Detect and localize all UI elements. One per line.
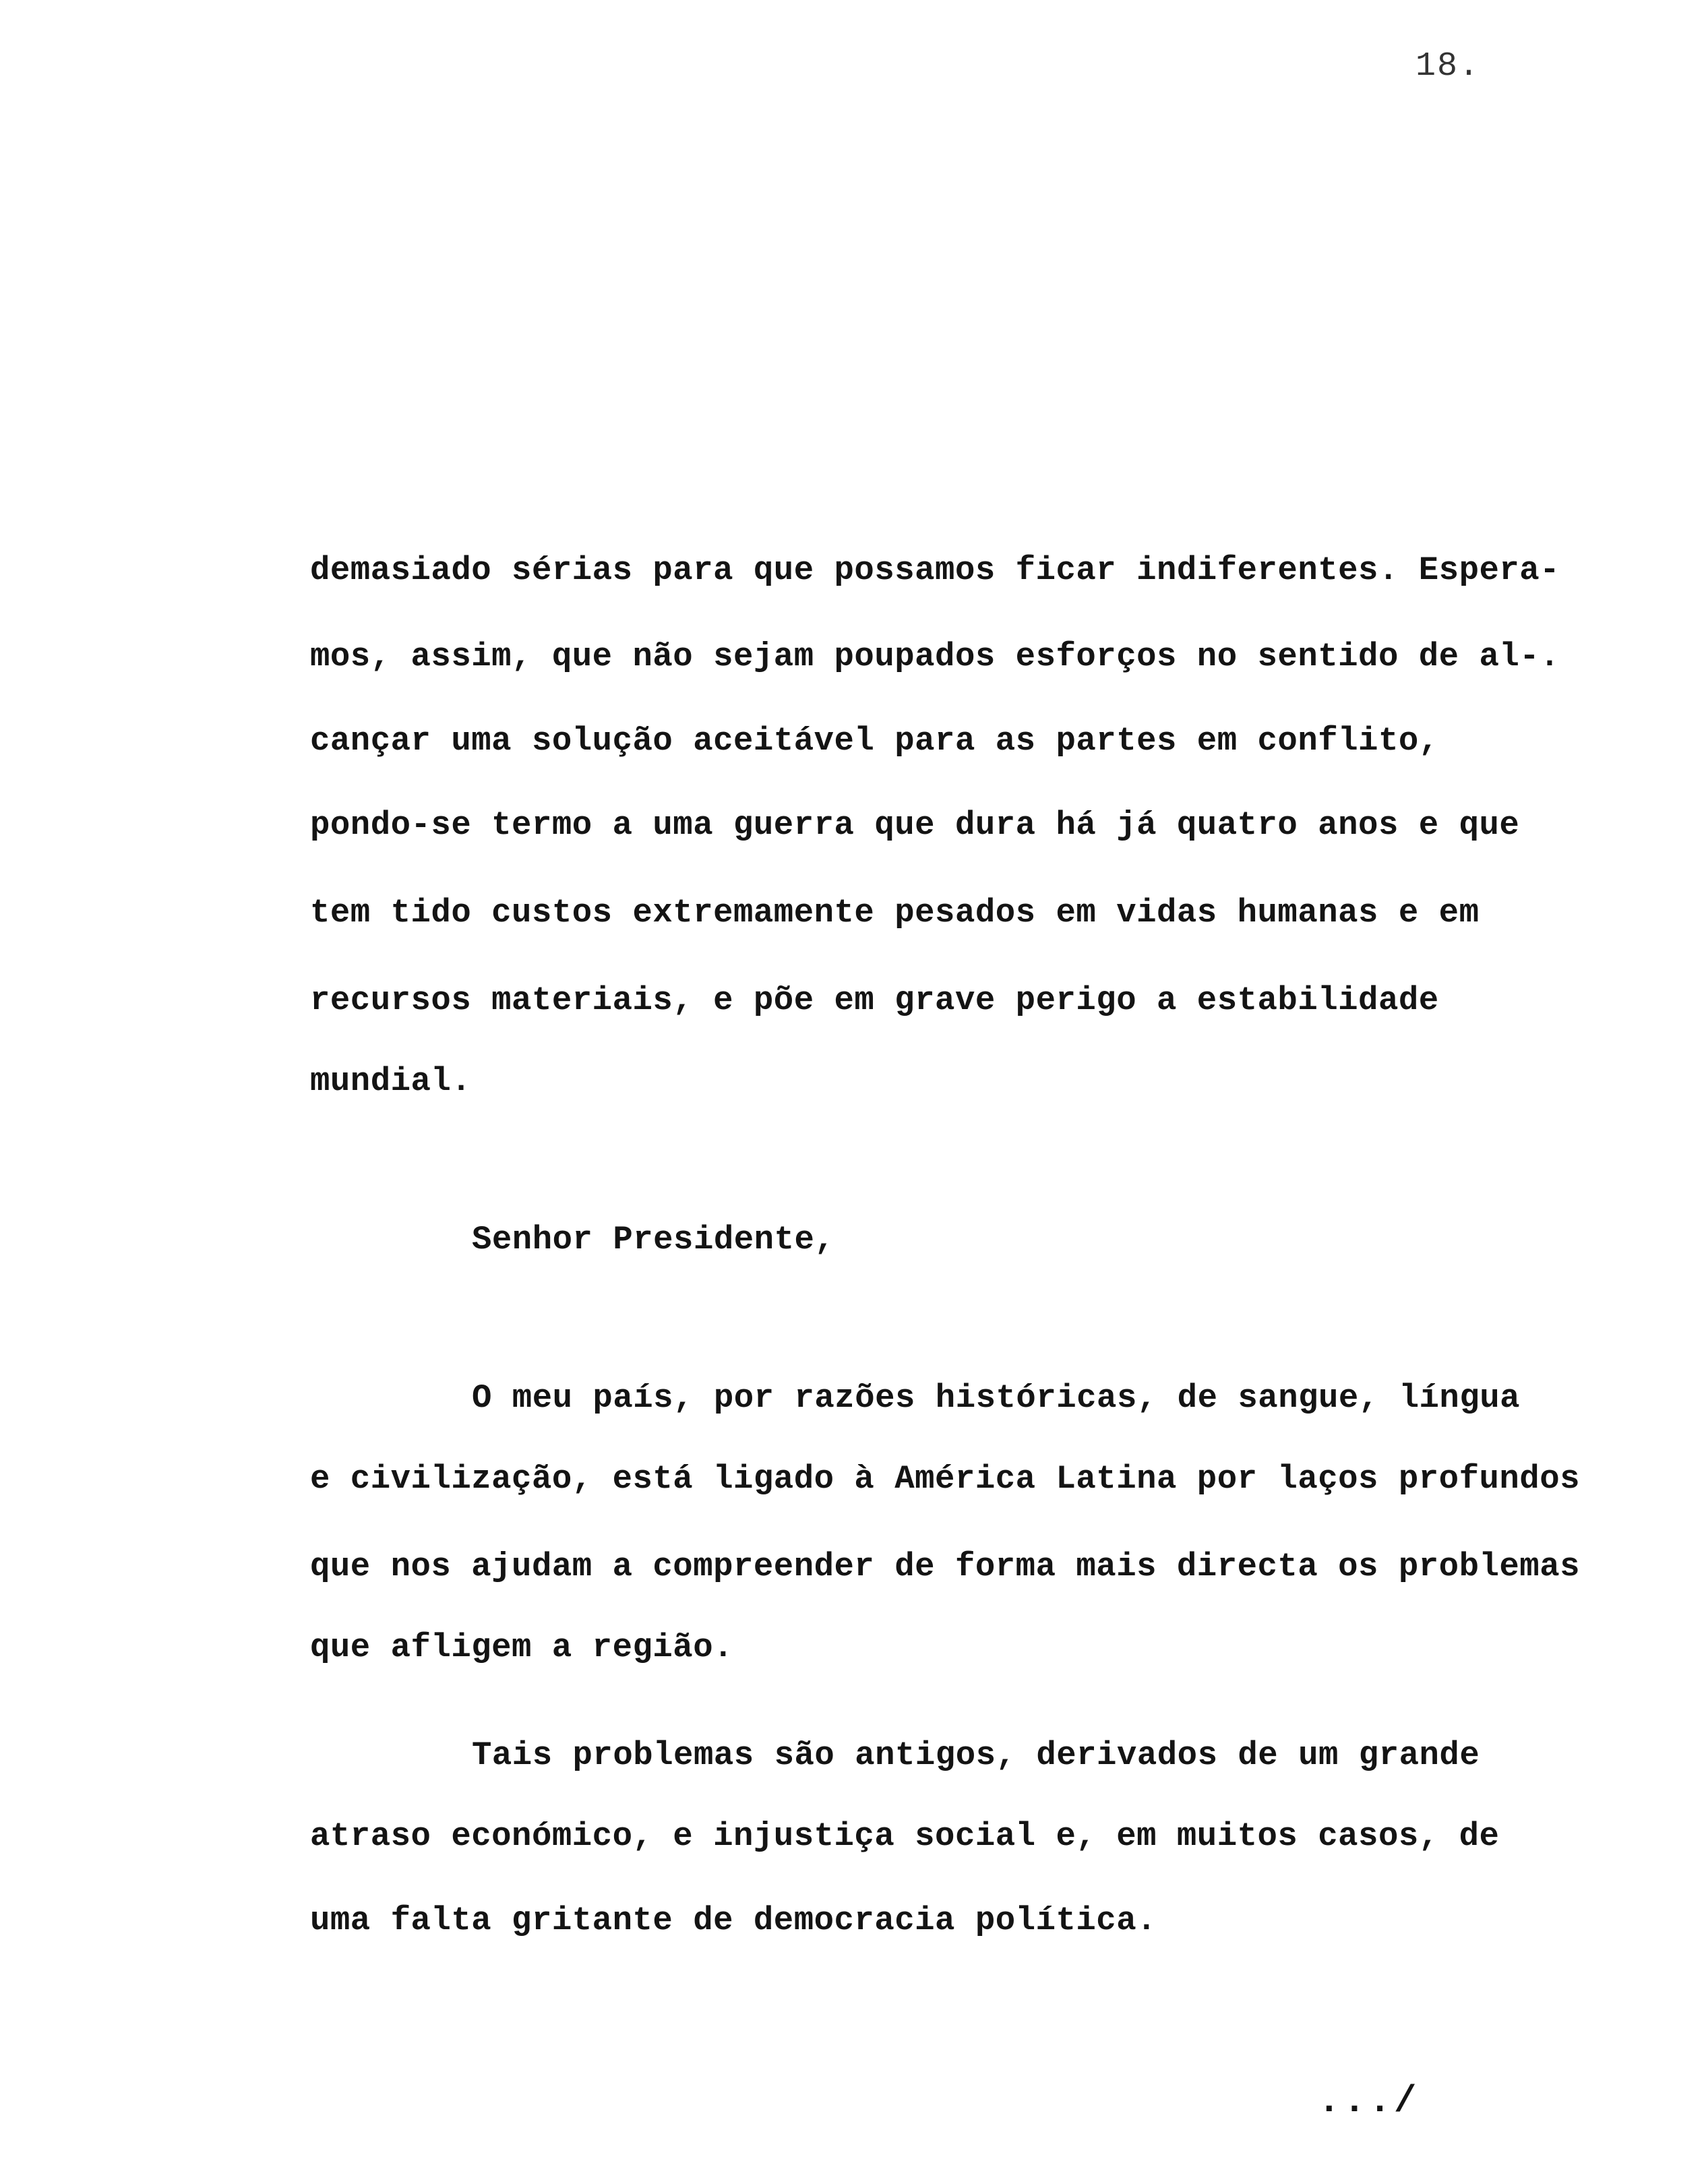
page-number: 18. (1416, 47, 1481, 86)
paragraph-1-line-3: cançar uma solução aceitável para as partes em conflito, (310, 722, 1439, 760)
paragraph-1-line-4: pondo-se termo a uma guerra que dura há já quatro anos e que (310, 806, 1520, 844)
paragraph-1-line-5: tem tido custos extremamente pesados em vidas humanas e em (310, 894, 1480, 932)
paragraph-2-line-1: O meu país, por razões históricas, de sangue, língua (472, 1379, 1521, 1417)
paragraph-2-line-3: que nos ajudam a compreender de forma mais directa os problemas (310, 1548, 1581, 1585)
continuation-mark: .../ (1318, 2080, 1420, 2123)
paragraph-3-line-2: atraso económico, e injustiça social e, em muitos casos, de (310, 1817, 1500, 1855)
paragraph-3-line-1: Tais problemas são antigos, derivados de um grande (472, 1736, 1480, 1774)
paragraph-2-line-2: e civilização, está ligado à América Latina por laços profundos (310, 1460, 1581, 1498)
paragraph-1-line-1: demasiado sérias para que possamos ficar indiferentes. Espera- (310, 551, 1560, 589)
paragraph-1-line-2: mos, assim, que não sejam poupados esforços no sentido de al-. (310, 638, 1560, 675)
paragraph-1-line-7: mundial. (310, 1062, 472, 1100)
salutation: Senhor Presidente, (472, 1221, 835, 1258)
paragraph-2-line-4: que afligem a região. (310, 1629, 734, 1666)
paragraph-3-line-3: uma falta gritante de democracia política. (310, 1902, 1157, 1939)
paragraph-1-line-6: recursos materiais, e põe em grave perigo a estabilidade (310, 981, 1439, 1019)
